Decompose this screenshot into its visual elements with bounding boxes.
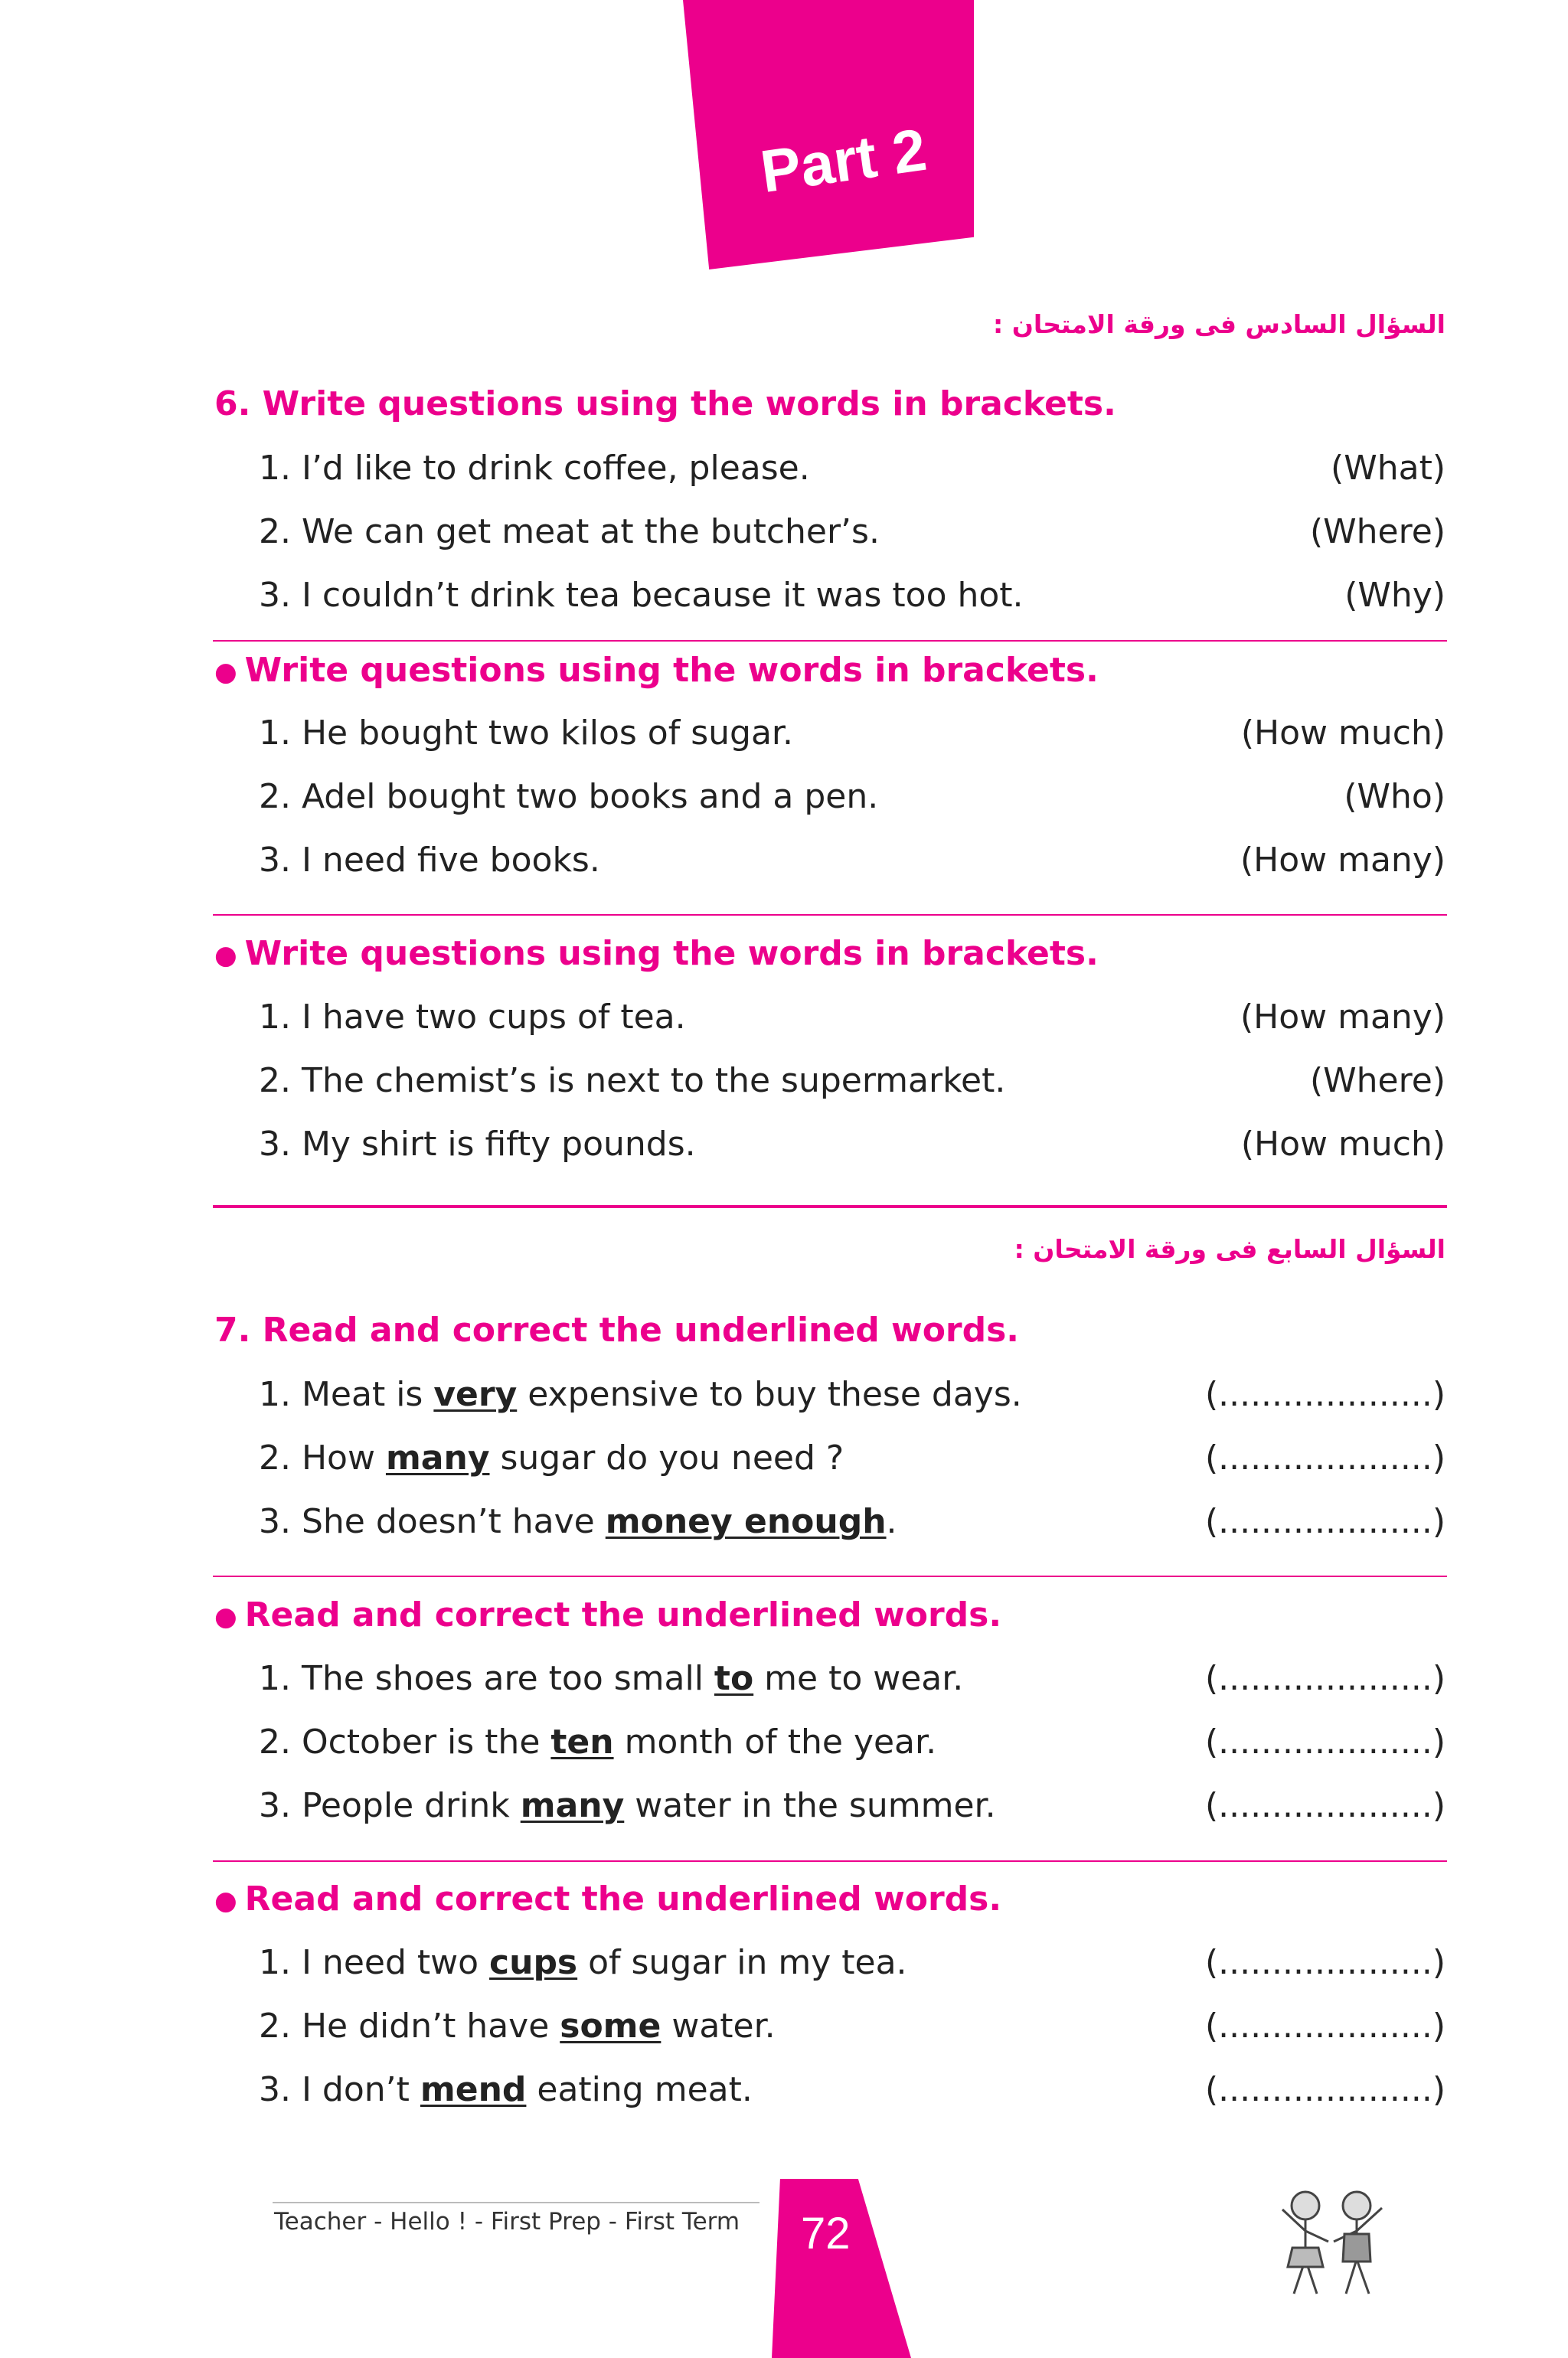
answer-blank: (....................): [1204, 1502, 1446, 1541]
page-number-tab: [772, 2179, 911, 2358]
section6-set1-item-3: [259, 841, 1446, 880]
section6-item-2: [259, 512, 1446, 551]
page-number: 72: [801, 2209, 851, 2258]
item-hint: (Where): [1310, 512, 1446, 551]
section7-item-3: [259, 1502, 1446, 1541]
section7-item-2: [259, 1439, 1446, 1478]
divider: [213, 914, 1447, 916]
section7-set1-heading: ● Read and correct the underlined words.: [214, 1595, 1002, 1635]
item-hint: (How much): [1240, 714, 1446, 753]
footer-rule: [273, 2202, 760, 2203]
section7-set2-item-3: [259, 2070, 1446, 2109]
item-hint: (How much): [1240, 1125, 1446, 1164]
item-text: 3. She doesn’t have money enough.: [259, 1502, 897, 1541]
answer-blank: (....................): [1204, 1723, 1446, 1762]
underlined-word: some: [560, 2007, 662, 2046]
section7-arabic-label: السؤال السابع فى ورقة الامتحان :: [1014, 1234, 1446, 1264]
item-text: 1. The shoes are too small to me to wear.: [259, 1659, 964, 1698]
item-hint: (Who): [1344, 777, 1446, 816]
item-text: 2. He didn’t have some water.: [259, 2007, 776, 2046]
answer-blank: (....................): [1204, 1943, 1446, 1982]
section7-set2-item-1: [259, 1943, 1446, 1982]
item-hint: (Why): [1344, 576, 1446, 615]
section7-set1-item-1: [259, 1659, 1446, 1698]
section6-heading: 6. Write questions using the words in brackets.: [214, 384, 1116, 423]
section7-set2-heading: ● Read and correct the underlined words.: [214, 1880, 1002, 1919]
divider: [213, 640, 1447, 642]
section6-set1-heading: ● Write questions using the words in brackets.: [214, 651, 1099, 690]
section7-set1-item-2: [259, 1723, 1446, 1762]
divider: [213, 1860, 1447, 1862]
bullet-icon: ●: [214, 1886, 237, 1916]
underlined-word: mend: [420, 2070, 527, 2109]
answer-blank: (....................): [1204, 1375, 1446, 1414]
item-text: 3. People drink many water in the summer.: [259, 1786, 996, 1825]
underlined-word: many: [385, 1439, 490, 1478]
underlined-word: many: [520, 1786, 625, 1825]
underlined-word: money enough: [605, 1502, 887, 1541]
section7-set1-item-3: [259, 1786, 1446, 1825]
underlined-word: cups: [489, 1943, 578, 1982]
item-text: 3. I don’t mend eating meat.: [259, 2070, 753, 2109]
item-text: 1. I need two cups of sugar in my tea.: [259, 1943, 907, 1982]
answer-blank: (....................): [1204, 2007, 1446, 2046]
item-text: 2. We can get meat at the butcher’s.: [259, 512, 880, 551]
section6-set2-item-2: [259, 1061, 1446, 1100]
item-text: 2. How many sugar do you need ?: [259, 1439, 844, 1478]
item-text: 1. I’d like to drink coffee, please.: [259, 449, 810, 488]
underlined-word: to: [714, 1659, 754, 1698]
underlined-word: very: [433, 1375, 518, 1414]
part-title: Part 2: [756, 115, 931, 206]
bullet-icon: ●: [214, 657, 237, 687]
item-text: 3. I couldn’t drink tea because it was too hot.: [259, 576, 1024, 615]
section7-heading: 7. Read and correct the underlined words.: [214, 1311, 1020, 1350]
item-hint: (How many): [1240, 841, 1446, 880]
footer-text: Teacher - Hello ! - First Prep - First Term: [274, 2208, 740, 2236]
item-text: 1. I have two cups of tea.: [259, 998, 686, 1037]
divider: [213, 1576, 1447, 1577]
underlined-word: ten: [550, 1723, 614, 1762]
section7-set2-item-2: [259, 2007, 1446, 2046]
section6-arabic-label: السؤال السادس فى ورقة الامتحان :: [993, 309, 1446, 339]
item-text: 3. I need five books.: [259, 841, 600, 880]
answer-blank: (....................): [1204, 1659, 1446, 1698]
bullet-icon: ●: [214, 940, 237, 971]
item-text: 2. October is the ten month of the year.: [259, 1723, 937, 1762]
section6-item-3: [259, 576, 1446, 615]
section6-item-1: [259, 449, 1446, 488]
item-text: 3. My shirt is fifty pounds.: [259, 1125, 696, 1164]
item-hint: (What): [1331, 449, 1446, 488]
section7-item-1: [259, 1375, 1446, 1414]
section6-set1-item-2: [259, 777, 1446, 816]
kids-illustration-icon: [1263, 2171, 1401, 2301]
item-text: 2. Adel bought two books and a pen.: [259, 777, 879, 816]
item-text: 1. He bought two kilos of sugar.: [259, 714, 793, 753]
answer-blank: (....................): [1204, 2070, 1446, 2109]
answer-blank: (....................): [1204, 1439, 1446, 1478]
item-text: 1. Meat is very expensive to buy these days.: [259, 1375, 1022, 1414]
answer-blank: (....................): [1204, 1786, 1446, 1825]
section6-set2-item-3: [259, 1125, 1446, 1164]
item-text: 2. The chemist’s is next to the supermarket.: [259, 1061, 1006, 1100]
item-hint: (How many): [1240, 998, 1446, 1037]
item-hint: (Where): [1310, 1061, 1446, 1100]
section6-set2-item-1: [259, 998, 1446, 1037]
bullet-icon: ●: [214, 1602, 237, 1632]
section-divider: [213, 1205, 1447, 1208]
section6-set2-heading: ● Write questions using the words in brackets.: [214, 934, 1099, 973]
section6-set1-item-1: [259, 714, 1446, 753]
